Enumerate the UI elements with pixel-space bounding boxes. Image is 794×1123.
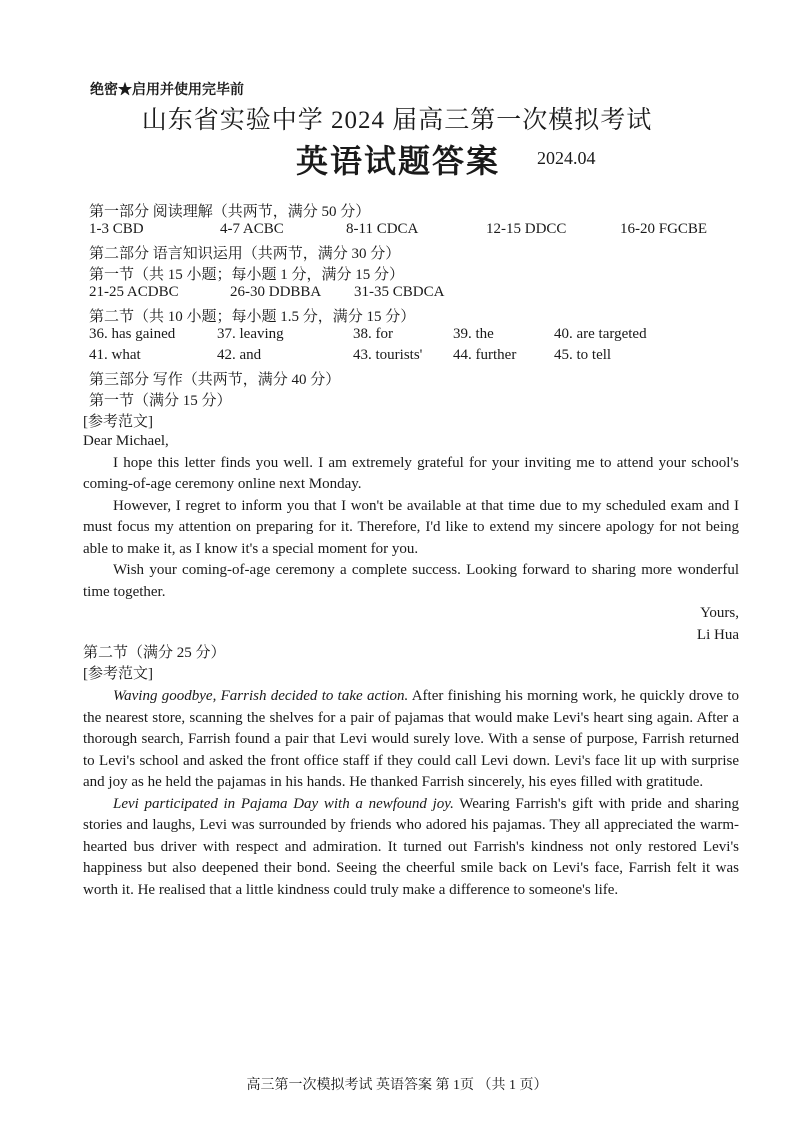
answer-group: 21-25 ACDBC <box>89 284 179 300</box>
page-footer: 高三第一次模拟考试 英语答案 第 1页 （共 1 页） <box>246 1078 548 1093</box>
answer-item: 39. the <box>453 326 494 342</box>
part2-section2-heading: 第二节（共 10 小题；每小题 1.5 分，满分 15 分） <box>89 309 416 325</box>
answer-group: 1-3 CBD <box>89 221 144 237</box>
sample-letter <box>83 431 739 646</box>
document-date: 2024.04 <box>537 148 596 168</box>
title-row <box>0 136 794 179</box>
part2-section2-row2 <box>89 347 749 367</box>
answer-group: 4-7 ACBC <box>220 221 284 237</box>
letter-signature: Li Hua <box>696 626 739 643</box>
letter-paragraph: I hope this letter finds you well. I am extremely grateful for your inviting me to attend your school's coming-of-age ceremony online next Monday. <box>83 454 739 492</box>
answer-item: 36. has gained <box>89 326 176 342</box>
letter-closing: Yours, <box>700 605 739 621</box>
part3-section2-heading: 第二节（满分 25 分） <box>83 645 226 661</box>
answer-group: 8-11 CDCA <box>346 221 419 237</box>
part3-section1-heading: 第一节（满分 15 分） <box>89 393 232 409</box>
part3-heading: 第三部分 写作（共两节，满分 40 分） <box>89 372 341 388</box>
answer-group: 12-15 DDCC <box>486 221 567 237</box>
school-exam-title: 山东省实验中学 2024 届高三第一次模拟考试 <box>141 107 653 134</box>
part2-heading: 第二部分 语言知识运用（共两节，满分 30 分） <box>89 246 401 262</box>
story-text: After finishing his morning work, he quickly drove to the nearest store, scanning the shelves for a pair of pajamas that would make Levi's heart sing again. After a thorough search, Farrish found a pair that Levi would surely love. With a sense of purpose, Farrish returned to Levi's school and asked the front office staff if they could call Levi down. Levi's face lit up with surprise and joy as he held the pajamas in his hands. He thanked Farrish sincerely, his eyes filled with gratitude. <box>83 688 739 790</box>
story-paragraph <box>83 794 739 902</box>
answer-item: 40. are targeted <box>554 326 647 342</box>
part2-section1-heading: 第一节（共 15 小题；每小题 1 分，满分 15 分） <box>89 267 405 283</box>
answer-group: 26-30 DDBBA <box>230 284 322 300</box>
story-text: Wearing Farrish's gift with pride and sharing stories and laughs, Levi was surrounded by friends who adored his pajamas. They all appreciated the warm-hearted bus driver with respect and admiration. It turned out Farrish's kindness not only restored Levi's happiness but also deepened their bond. Seeing the cheerful smile back on Levi's face, Farrish felt it was worth it. He realised that a little kindness could truly make a difference to someone's life. <box>83 795 739 898</box>
sample-essay-label: [参考范文] <box>83 666 153 682</box>
sample-story <box>83 686 739 901</box>
part1-answers <box>89 221 749 241</box>
part1-heading: 第一部分 阅读理解（共两节，满分 50 分） <box>89 204 371 220</box>
story-paragraph <box>83 686 739 794</box>
given-opening-sentence: Levi participated in Pajama Day with a newfound joy. <box>113 795 454 812</box>
letter-greeting: Dear Michael, <box>83 433 169 449</box>
answer-item: 37. leaving <box>217 326 284 342</box>
answer-item: 41. what <box>89 347 141 363</box>
answer-group: 31-35 CBDCA <box>354 284 445 300</box>
answer-item: 44. further <box>453 347 517 363</box>
answer-item: 38. for <box>353 326 393 342</box>
given-opening-sentence: Waving goodbye, Farrish decided to take action. <box>113 688 409 704</box>
part2-section2-row1 <box>89 326 749 346</box>
answer-group: 16-20 FGCBE <box>620 221 708 237</box>
answer-item: 43. tourists' <box>353 347 423 363</box>
letter-paragraph: Wish your coming-of-age ceremony a complete success. Looking forward to sharing more wonderful time together. <box>83 562 739 600</box>
part2-section1-answers <box>89 284 749 304</box>
answer-item: 42. and <box>217 347 262 363</box>
confidential-notice: 绝密★启用并使用完毕前 <box>90 83 244 98</box>
letter-paragraph: However, I regret to inform you that I won't be available at that time due to my scheduled exam and I must focus my attention on preparing for it. Therefore, I'd like to extend my sincere apology for not being able to make it, as I know it's a special moment for you. <box>83 497 739 557</box>
answer-item: 45. to tell <box>554 347 612 363</box>
sample-essay-label: [参考范文] <box>83 414 153 430</box>
document-title: 英语试题答案 <box>296 143 501 179</box>
